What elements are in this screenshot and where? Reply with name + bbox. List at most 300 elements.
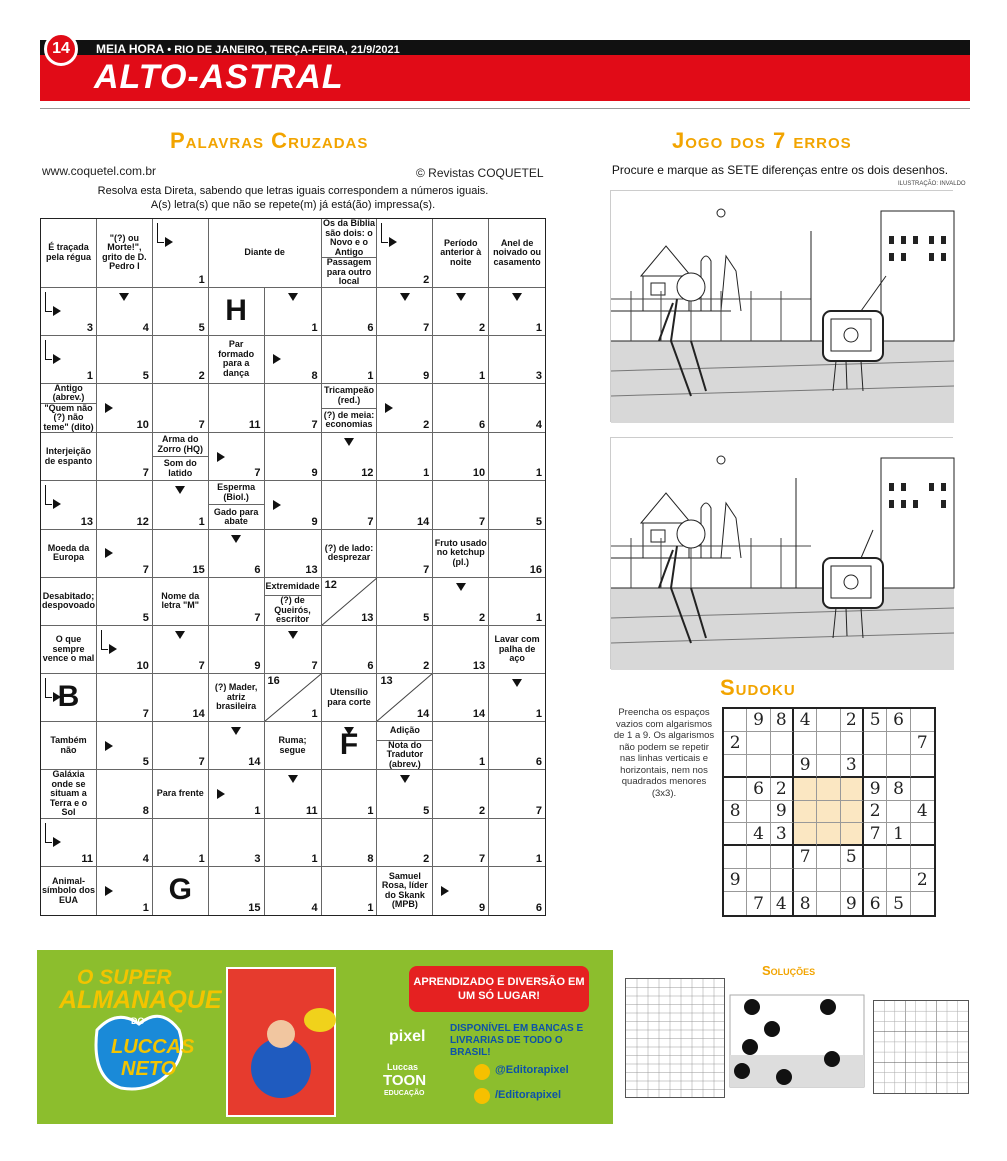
crossword-answer-cell[interactable]: [322, 336, 378, 384]
crossword-cell-number: 4: [142, 852, 149, 865]
crossword-answer-cell[interactable]: [433, 433, 489, 481]
crossword-answer-cell[interactable]: [489, 433, 545, 481]
crossword-clue-text: Os da Bíblia são dois: o Novo e o Antigo: [323, 218, 376, 257]
crossword-cell-number: 3: [535, 369, 542, 382]
crossword-answer-cell[interactable]: [41, 336, 97, 384]
crossword-answer-cell[interactable]: [97, 722, 153, 770]
crossword-answer-cell[interactable]: [153, 819, 209, 867]
crossword-cell-number: 10: [136, 419, 149, 432]
sudoku-cell[interactable]: [724, 755, 747, 778]
erros-instructions: Procure e marque as SETE diferenças entre os dois desenhos.: [611, 163, 949, 177]
sudoku-cell[interactable]: [841, 732, 864, 755]
crossword-answer-cell[interactable]: [97, 626, 153, 674]
crossword-clue-text: Anel de noivado ou casamento: [493, 237, 542, 267]
sudoku-cell[interactable]: [864, 869, 887, 892]
crossword-clue-cell: [265, 722, 322, 770]
sudoku-cell[interactable]: 5: [841, 846, 864, 869]
crossword-answer-cell[interactable]: [433, 867, 489, 915]
arrow-down-icon: [288, 293, 298, 301]
crossword-cell-number: 3: [254, 852, 261, 865]
almanaque-advert[interactable]: [37, 950, 613, 1124]
solutions-title: Soluções: [762, 963, 816, 978]
crossword-cell-number: 11: [305, 804, 318, 817]
erros-drawing-bottom[interactable]: [610, 437, 953, 669]
crossword-clue-text: Esperma (Biol.): [217, 482, 256, 502]
sudoku-cell[interactable]: [794, 801, 817, 824]
sudoku-cell[interactable]: 2: [911, 869, 934, 892]
crossword-answer-cell[interactable]: [41, 481, 97, 529]
erros-title: Jogo dos 7 erros: [672, 128, 852, 153]
crossword-cell-number: 7: [142, 467, 149, 480]
sudoku-cell[interactable]: [724, 823, 747, 846]
crossword-answer-cell[interactable]: [153, 336, 209, 384]
crossword-answer-cell[interactable]: [209, 819, 265, 867]
crossword-cell-number: 6: [535, 902, 542, 914]
crossword-clue-text: Ruma; segue: [278, 735, 307, 755]
crossword-answer-cell[interactable]: [265, 674, 322, 722]
sudoku-title: Sudoku: [720, 675, 796, 700]
advert-title-line1: O SUPER: [77, 966, 172, 989]
sudoku-cell[interactable]: [747, 755, 770, 778]
crossword-given-letter: F: [339, 728, 359, 762]
crossword-answer-cell[interactable]: [489, 578, 545, 626]
crossword-clue-text: Extremidade: [265, 580, 320, 591]
crossword-cell-number: 15: [248, 902, 261, 914]
crossword-cell-number: 2: [198, 369, 205, 382]
crossword-answer-cell[interactable]: [377, 336, 433, 384]
arrow-down-icon: [119, 293, 129, 301]
sudoku-cell[interactable]: [887, 732, 910, 755]
sudoku-cell[interactable]: 9: [864, 778, 887, 801]
crossword-cell-number: 2: [423, 273, 430, 286]
crossword-answer-cell[interactable]: [41, 288, 97, 336]
crossword-answer-cell[interactable]: [97, 819, 153, 867]
crossword-cell-number: 1: [311, 708, 318, 721]
crossword-answer-cell[interactable]: [97, 770, 153, 819]
sudoku-cell[interactable]: [817, 755, 840, 778]
sudoku-cell[interactable]: [817, 778, 840, 801]
sudoku-cell[interactable]: 5: [864, 709, 887, 732]
crossword-cell-number: 5: [423, 611, 430, 624]
crossword-answer-cell[interactable]: [433, 819, 489, 867]
crossword-answer-cell[interactable]: [377, 578, 433, 626]
arrow-bend-icon: [45, 485, 52, 505]
crossword-clue-text: Antigo (abrev.): [52, 382, 85, 403]
sudoku-cell[interactable]: [887, 869, 910, 892]
crossword-clue-text: Par formado para a dança: [218, 339, 255, 378]
crossword-cell-number: 9: [311, 515, 318, 528]
crossword-answer-cell[interactable]: [433, 336, 489, 384]
sudoku-cell[interactable]: 8: [771, 709, 794, 732]
sudoku-cell[interactable]: 3: [841, 755, 864, 778]
crossword-answer-cell[interactable]: [153, 384, 209, 434]
crossword-given-letter: G: [168, 872, 192, 906]
sudoku-cell[interactable]: 9: [841, 892, 864, 915]
arrow-down-icon: [400, 293, 410, 301]
crossword-answer-cell[interactable]: [489, 770, 545, 819]
crossword-answer-cell[interactable]: [433, 384, 489, 434]
crossword-answer-cell[interactable]: [265, 481, 322, 529]
crossword-answer-cell[interactable]: [153, 722, 209, 770]
crossword-answer-cell[interactable]: [209, 722, 265, 770]
crossword-answer-cell[interactable]: [322, 626, 378, 674]
crossword-cell-number: 1: [367, 369, 374, 382]
sudoku-cell[interactable]: [794, 869, 817, 892]
crossword-solution-thumbnail: [625, 978, 725, 1098]
sudoku-cell[interactable]: [864, 846, 887, 869]
crossword-clue-text: Gado para abate: [209, 504, 264, 528]
crossword-answer-cell[interactable]: [489, 384, 545, 434]
crossword-answer-cell[interactable]: [209, 578, 265, 626]
sudoku-cell[interactable]: 2: [771, 778, 794, 801]
crossword-clue-text: Adição: [389, 725, 420, 736]
sudoku-cell[interactable]: 4: [771, 892, 794, 915]
crossword-given-letter: B: [57, 679, 80, 713]
crossword-answer-cell[interactable]: [322, 578, 378, 626]
crossword-answer-cell[interactable]: [265, 626, 322, 674]
sudoku-cell[interactable]: [747, 869, 770, 892]
crossword-copyright: © Revistas COQUETEL: [416, 166, 544, 180]
sudoku-cell[interactable]: [794, 732, 817, 755]
crossword-answer-cell[interactable]: [377, 219, 433, 288]
sudoku-cell[interactable]: [771, 846, 794, 869]
crossword-answer-cell[interactable]: [153, 626, 209, 674]
crossword-clue-text: Desabitado; despovoado: [42, 590, 96, 611]
luccas-toon-logo-line2: TOON: [383, 1072, 427, 1089]
crossword-cell-number: 13: [80, 515, 93, 528]
crossword-answer-cell[interactable]: [322, 433, 378, 481]
crossword-answer-cell[interactable]: [489, 481, 545, 529]
crossword-answer-cell[interactable]: [322, 722, 378, 770]
street-scene-drawing: [611, 191, 954, 423]
crossword-cell-number: 2: [479, 804, 486, 817]
sudoku-cell[interactable]: [817, 892, 840, 915]
sudoku-cell[interactable]: 1: [887, 823, 910, 846]
crossword-answer-cell[interactable]: [489, 819, 545, 867]
crossword-cell-number: 8: [311, 369, 318, 382]
crossword-answer-cell[interactable]: [377, 674, 433, 722]
sudoku-cell[interactable]: 4: [747, 823, 770, 846]
crossword-answer-cell[interactable]: [97, 384, 153, 434]
crossword-answer-cell[interactable]: [265, 384, 322, 434]
crossword-cell-number: 7: [142, 563, 149, 576]
crossword-answer-cell[interactable]: [377, 384, 433, 434]
sudoku-cell[interactable]: 7: [794, 846, 817, 869]
crossword-answer-cell[interactable]: [209, 626, 265, 674]
crossword-answer-cell[interactable]: [433, 722, 489, 770]
crossword-answer-cell[interactable]: [97, 578, 153, 626]
crossword-cell-number: 7: [198, 659, 205, 672]
crossword-answer-cell[interactable]: [489, 722, 545, 770]
crossword-cell-number: 14: [417, 708, 430, 721]
crossword-answer-cell[interactable]: [433, 481, 489, 529]
arrow-right-icon: [105, 548, 113, 558]
sudoku-cell[interactable]: 2: [864, 801, 887, 824]
crossword-cell-number: 11: [81, 852, 93, 865]
sudoku-cell[interactable]: [841, 801, 864, 824]
crossword-cell-number: 7: [423, 321, 430, 334]
luccas-toon-logo-line3: EDUCAÇÃO: [384, 1090, 425, 1097]
crossword-answer-cell[interactable]: [377, 770, 433, 819]
arrow-down-icon: [288, 775, 298, 783]
crossword-website: www.coquetel.com.br: [42, 164, 157, 178]
sudoku-cell[interactable]: [841, 869, 864, 892]
crossword-answer-cell[interactable]: [209, 530, 265, 578]
erros-drawing-top[interactable]: [610, 190, 953, 422]
sudoku-cell[interactable]: 5: [887, 892, 910, 915]
crossword-cell-number: 5: [142, 611, 149, 624]
sudoku-cell[interactable]: [794, 778, 817, 801]
sudoku-cell[interactable]: 8: [724, 801, 747, 824]
crossword-cell-number: 5: [142, 369, 149, 382]
crossword-clue-cell: [41, 219, 97, 288]
advert-brand-line2: NETO: [121, 1058, 177, 1080]
sudoku-cell[interactable]: [911, 755, 934, 778]
crossword-answer-cell[interactable]: [97, 867, 153, 915]
crossword-answer-cell[interactable]: [209, 433, 265, 481]
crossword-clue-text: "(?) ou Morte!", grito de D. Pedro I: [102, 232, 147, 272]
crossword-cell-number: 6: [254, 563, 261, 576]
arrow-right-icon: [217, 452, 225, 462]
crossword-clue-cell: [41, 722, 97, 770]
sudoku-cell[interactable]: [887, 755, 910, 778]
crossword-answer-cell[interactable]: [433, 674, 489, 722]
sudoku-cell[interactable]: [747, 846, 770, 869]
crossword-clue-text: (?) de Queirós, escritor: [265, 595, 321, 625]
crossword-clue-cell: [377, 867, 433, 915]
advert-title-line2: ALMANAQUE: [59, 986, 222, 1014]
crossword-answer-cell[interactable]: [265, 530, 322, 578]
crossword-answer-cell[interactable]: [377, 288, 433, 336]
advert-instagram[interactable]: @Editorapixel: [495, 1064, 569, 1076]
sudoku-cell[interactable]: [841, 778, 864, 801]
sudoku-cell[interactable]: 7: [747, 892, 770, 915]
crossword-cell-number: 1: [535, 852, 542, 865]
crossword-cell-number: 1: [86, 369, 93, 382]
sudoku-cell[interactable]: 9: [747, 709, 770, 732]
sudoku-cell[interactable]: 7: [911, 732, 934, 755]
crossword-answer-cell[interactable]: [153, 481, 209, 529]
arrow-down-icon: [344, 438, 354, 446]
crossword-answer-cell[interactable]: [97, 674, 153, 722]
section-title: ALTO-ASTRAL: [94, 58, 344, 96]
crossword-answer-cell[interactable]: [433, 770, 489, 819]
crossword-cell-number: 12: [136, 515, 149, 528]
sudoku-cell[interactable]: [771, 732, 794, 755]
sudoku-cell[interactable]: [817, 732, 840, 755]
crossword-cell-number: 9: [311, 467, 318, 480]
crossword-cell-number: 7: [367, 515, 374, 528]
crossword-answer-cell[interactable]: [377, 433, 433, 481]
sudoku-cell[interactable]: [911, 778, 934, 801]
crossword-answer-cell[interactable]: [209, 770, 265, 819]
crossword-answer-cell[interactable]: [265, 336, 322, 384]
sudoku-cell[interactable]: [911, 846, 934, 869]
sudoku-cell[interactable]: [887, 846, 910, 869]
sudoku-cell[interactable]: [724, 846, 747, 869]
sudoku-cell[interactable]: 6: [887, 709, 910, 732]
sudoku-grid[interactable]: [722, 707, 936, 917]
crossword-answer-cell[interactable]: [265, 819, 322, 867]
crossword-answer-cell[interactable]: [153, 867, 209, 915]
crossword-cell-number: 5: [535, 515, 542, 528]
crossword-answer-cell[interactable]: [433, 288, 489, 336]
arrow-down-icon: [175, 631, 185, 639]
crossword-instructions-line2: A(s) letra(s) que não se repete(m) já está(ão) impressa(s).: [150, 199, 436, 211]
crossword-cell-number: 7: [535, 804, 542, 817]
sudoku-cell[interactable]: [724, 778, 747, 801]
crossword-cell-number: 1: [142, 902, 149, 914]
sudoku-solution-thumbnail: [873, 1000, 969, 1094]
crossword-cell-number: 1: [535, 321, 542, 334]
crossword-cell-number: 14: [248, 756, 261, 769]
arrow-right-icon: [441, 886, 449, 896]
crossword-title: Palavras Cruzadas: [170, 128, 369, 153]
crossword-answer-cell[interactable]: [377, 481, 433, 529]
crossword-clue-cell: [97, 219, 153, 288]
crossword-answer-cell[interactable]: [377, 626, 433, 674]
crossword-answer-cell[interactable]: [153, 288, 209, 336]
sudoku-cell[interactable]: 9: [724, 869, 747, 892]
crossword-answer-cell[interactable]: [41, 674, 97, 722]
crossword-answer-cell[interactable]: [322, 770, 378, 819]
arrow-down-icon: [400, 775, 410, 783]
crossword-answer-cell[interactable]: [489, 336, 545, 384]
crossword-cell-number: 4: [535, 419, 542, 432]
crossword-cell-number: 12: [324, 578, 337, 591]
sudoku-cell[interactable]: 2: [724, 732, 747, 755]
sudoku-cell[interactable]: [887, 801, 910, 824]
crossword-answer-cell[interactable]: [153, 674, 209, 722]
sudoku-cell[interactable]: [771, 755, 794, 778]
sudoku-cell[interactable]: 3: [771, 823, 794, 846]
sudoku-cell[interactable]: [747, 732, 770, 755]
crossword-answer-cell[interactable]: [97, 433, 153, 481]
crossword-answer-cell[interactable]: [433, 626, 489, 674]
crossword-answer-cell[interactable]: [97, 288, 153, 336]
sudoku-cell[interactable]: [817, 709, 840, 732]
crossword-answer-cell[interactable]: [377, 530, 433, 578]
sudoku-cell[interactable]: [817, 801, 840, 824]
crossword-clue-text: Animal-símbolo dos EUA: [42, 875, 96, 905]
arrow-down-icon: [512, 293, 522, 301]
sudoku-solution-grid: [874, 1001, 968, 1093]
sudoku-cell[interactable]: [747, 801, 770, 824]
crossword-cell-number: 13: [472, 659, 486, 672]
crossword-answer-cell[interactable]: [97, 481, 153, 529]
crossword-answer-cell[interactable]: [265, 288, 322, 336]
crossword-instructions-line1: Resolva esta Direta, sabendo que letras iguais correspondem a números iguais.: [97, 185, 489, 197]
sudoku-cell[interactable]: [794, 823, 817, 846]
sudoku-cell[interactable]: 9: [794, 755, 817, 778]
crossword-clue-cell: [153, 578, 209, 626]
crossword-clue-cell: [433, 530, 489, 578]
crossword-answer-cell[interactable]: [377, 819, 433, 867]
sudoku-cell[interactable]: [841, 823, 864, 846]
crossword-answer-cell[interactable]: [97, 530, 153, 578]
crossword-cell-number: 14: [192, 708, 205, 721]
sudoku-cell[interactable]: 6: [864, 892, 887, 915]
crossword-cell-number: 1: [198, 515, 205, 528]
crossword-cell-number: 7: [479, 515, 486, 528]
crossword-answer-cell[interactable]: [322, 288, 378, 336]
sudoku-cell[interactable]: 2: [841, 709, 864, 732]
arrow-down-icon: [288, 631, 298, 639]
crossword-clue-cell: [41, 867, 97, 915]
sudoku-cell[interactable]: 7: [864, 823, 887, 846]
crossword-answer-cell[interactable]: [489, 288, 545, 336]
crossword-grid[interactable]: [40, 218, 546, 916]
crossword-answer-cell[interactable]: [489, 674, 545, 722]
crossword-clue-cell: [265, 578, 322, 626]
sudoku-cell[interactable]: 8: [887, 778, 910, 801]
crossword-cell-number: 2: [479, 611, 486, 624]
crossword-answer-cell[interactable]: [41, 819, 97, 867]
crossword-answer-cell[interactable]: [265, 867, 322, 915]
crossword-clue-text: "Quem não (?) não teme" (dito): [41, 403, 96, 433]
sudoku-cell[interactable]: [864, 732, 887, 755]
publication-name: MEIA HORA: [96, 42, 165, 56]
sudoku-cell[interactable]: [864, 755, 887, 778]
sudoku-cell[interactable]: [817, 869, 840, 892]
crossword-answer-cell[interactable]: [322, 481, 378, 529]
crossword-clue-cell: [322, 384, 378, 434]
sudoku-cell[interactable]: [911, 709, 934, 732]
crossword-clue-cell: [41, 530, 97, 578]
crossword-answer-cell[interactable]: [209, 384, 265, 434]
crossword-cell-number: 4: [311, 902, 318, 914]
sudoku-cell[interactable]: 4: [794, 709, 817, 732]
dateline: [96, 42, 400, 56]
crossword-answer-cell[interactable]: [489, 530, 545, 578]
sudoku-cell[interactable]: [911, 892, 934, 915]
crossword-cell-number: 7: [198, 419, 205, 432]
sudoku-cell[interactable]: [817, 846, 840, 869]
crossword-clue-text: Som do latido: [153, 456, 208, 480]
crossword-answer-cell[interactable]: [322, 867, 378, 915]
crossword-answer-cell[interactable]: [153, 219, 209, 288]
advert-facebook[interactable]: /Editorapixel: [495, 1089, 562, 1101]
sudoku-cell[interactable]: 6: [747, 778, 770, 801]
crossword-answer-cell[interactable]: [153, 530, 209, 578]
crossword-clue-cell: [41, 578, 97, 626]
crossword-clue-cell: [489, 626, 545, 674]
crossword-clue-text: Período anterior à noite: [440, 237, 482, 267]
crossword-answer-cell[interactable]: [322, 819, 378, 867]
sudoku-cell[interactable]: 4: [911, 801, 934, 824]
sudoku-cell[interactable]: 9: [771, 801, 794, 824]
crossword-answer-cell[interactable]: [97, 336, 153, 384]
crossword-cell-number: 13: [305, 563, 318, 576]
crossword-clue-cell: [153, 433, 209, 481]
crossword-answer-cell[interactable]: [209, 288, 265, 336]
page-number: 14: [44, 32, 78, 66]
crossword-answer-cell[interactable]: [265, 770, 322, 819]
sudoku-cell[interactable]: [911, 823, 934, 846]
sudoku-cell[interactable]: [771, 869, 794, 892]
crossword-clue-cell: [41, 770, 97, 819]
crossword-clue-cell: [377, 722, 433, 770]
crossword-answer-cell[interactable]: [433, 578, 489, 626]
crossword-cell-number: 2: [423, 659, 430, 672]
sudoku-cell[interactable]: [724, 709, 747, 732]
crossword-answer-cell[interactable]: [489, 867, 545, 915]
sudoku-cell[interactable]: [724, 892, 747, 915]
crossword-answer-cell[interactable]: [209, 867, 265, 915]
sudoku-cell[interactable]: [817, 823, 840, 846]
sudoku-cell[interactable]: 8: [794, 892, 817, 915]
crossword-answer-cell[interactable]: [265, 433, 322, 481]
